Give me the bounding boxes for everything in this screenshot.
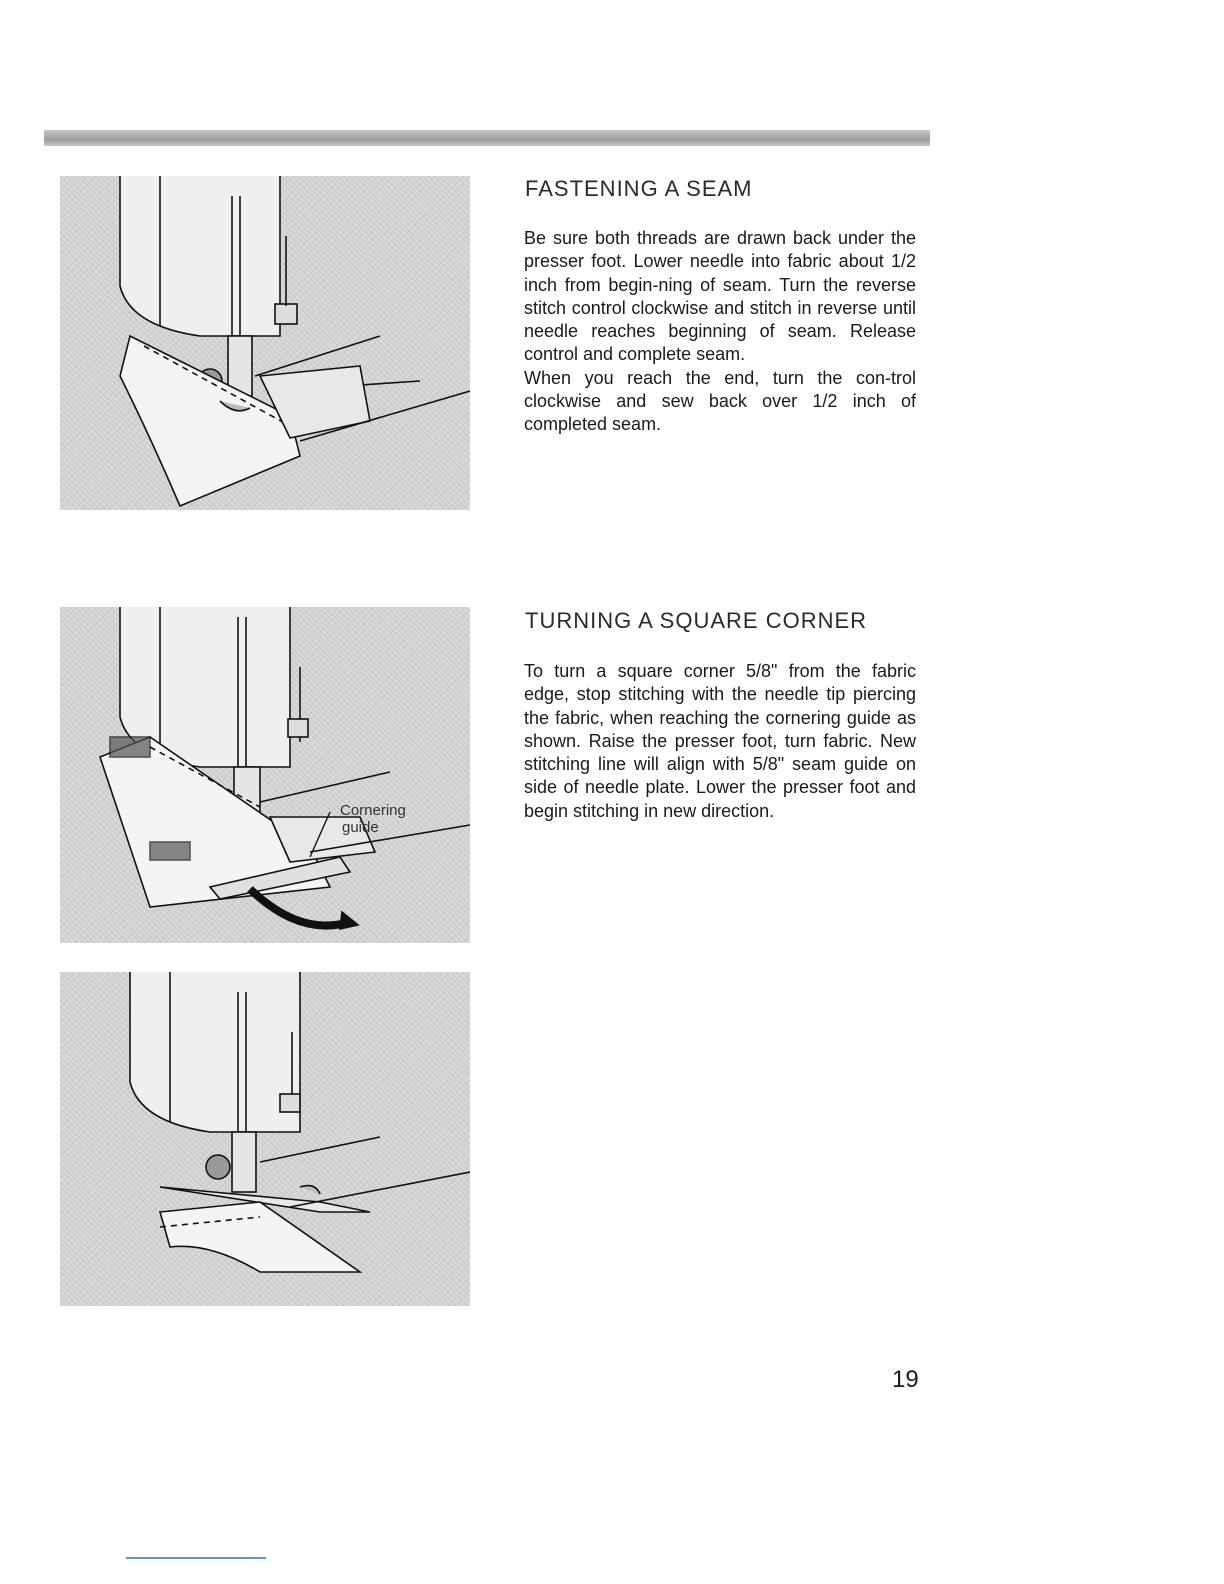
paragraph: When you reach the end, turn the con-trol clockwise and sew back over 1/2 inch of completed seam. [524, 367, 916, 435]
page-number: 19 [892, 1366, 919, 1393]
cornering-guide-label-line2: guide [342, 819, 379, 836]
sewing-machine-drawing-3 [60, 972, 470, 1306]
sewing-machine-drawing-2 [60, 607, 470, 943]
fastening-seam-illustration [60, 176, 470, 510]
paragraph: To turn a square corner 5/8" from the fabric edge, stop stitching with the needle tip piercing the fabric, when reaching the cornering guide as shown. Raise the presser foot, turn fabric. New stitching line will align with 5/8" seam guide on side of needle plate. Lower the presser foot and begin stitching in new direction. [524, 661, 916, 821]
section-heading-square-corner: TURNING A SQUARE CORNER [525, 608, 868, 633]
cornering-guide-label-line1: Cornering [340, 802, 406, 819]
footer-mark [126, 1557, 266, 1559]
sewing-machine-drawing-1 [60, 176, 470, 510]
square-corner-illustration [60, 607, 470, 943]
section-heading-fastening-seam: FASTENING A SEAM [525, 176, 753, 201]
section-body-fastening-seam [524, 227, 916, 437]
paragraph: Be sure both threads are drawn back under the presser foot. Lower needle into fabric about 1/2 inch from begin-ning of seam. Turn the reverse stitch control clockwise and stitch in reverse until needle reaches beginning of seam. Release control and complete seam. [524, 228, 916, 365]
new-direction-illustration [60, 972, 470, 1306]
section-body-square-corner [524, 660, 916, 823]
header-rule [44, 130, 930, 146]
